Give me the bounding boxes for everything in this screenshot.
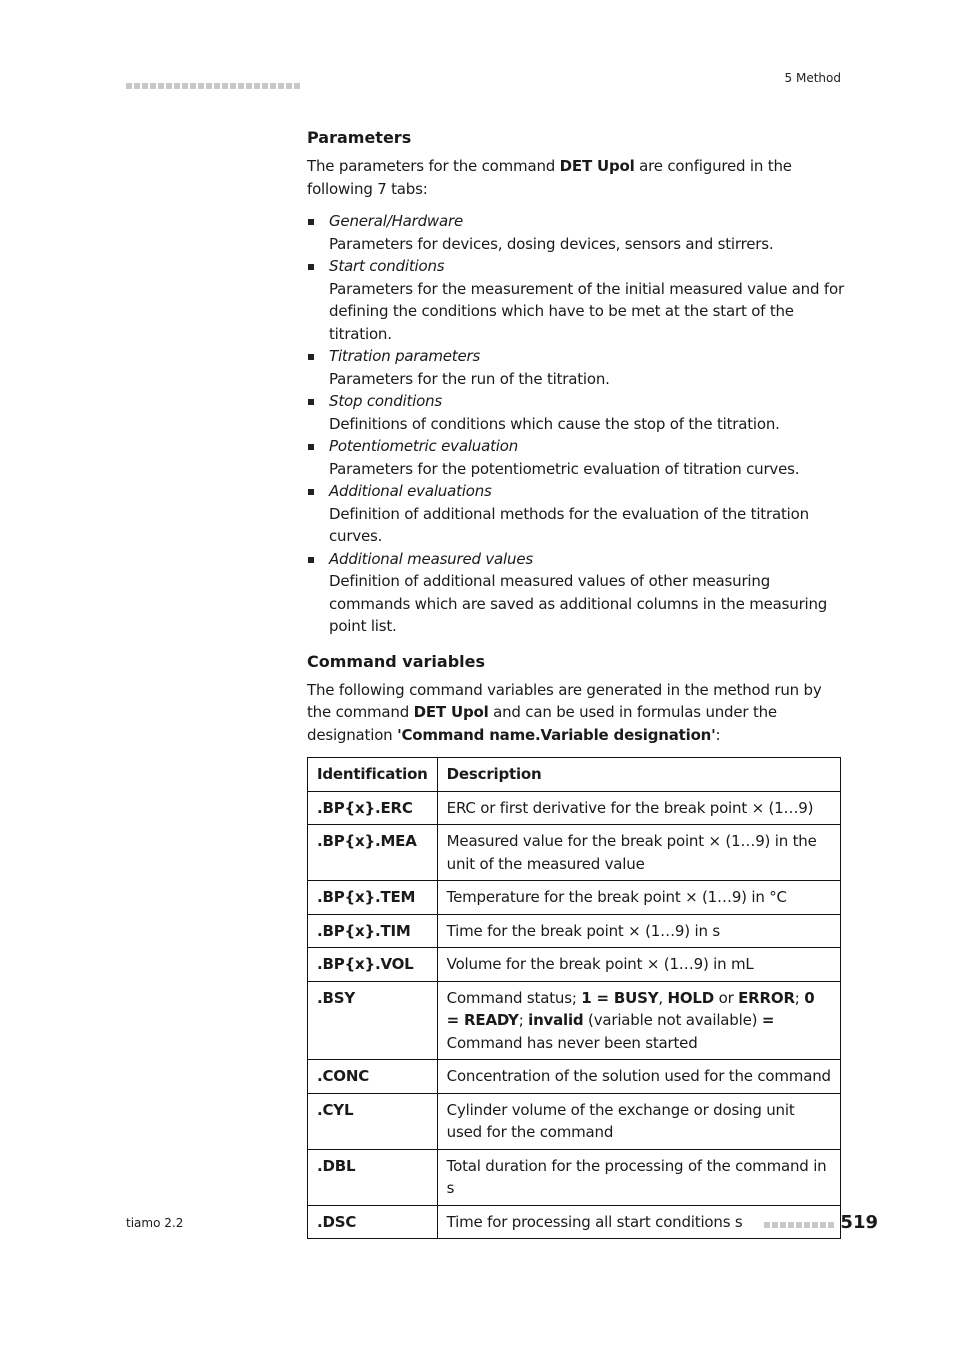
variable-description: Measured value for the break point × (1…9) in the unit of the measured value	[437, 825, 840, 881]
tab-item	[307, 210, 847, 255]
header-section-title: 5 Method	[784, 71, 841, 85]
variable-id: .CYL	[308, 1093, 438, 1149]
designation-format: 'Command name.Variable designation'	[397, 725, 716, 744]
tab-description: Parameters for devices, dosing devices, sensors and stirrers.	[329, 234, 774, 253]
desc-text: ;	[518, 1011, 529, 1029]
table-row	[308, 825, 841, 881]
table-row	[308, 914, 841, 948]
column-header-identification: Identification	[308, 758, 438, 792]
variable-description: Time for the break point × (1…9) in s	[437, 914, 840, 948]
desc-bold: HOLD	[667, 988, 715, 1007]
variable-id: .BP{x}.TEM	[308, 881, 438, 915]
intro-text: are configured in the following 7 tabs:	[307, 157, 792, 198]
table-row	[308, 948, 841, 982]
tab-title: Start conditions	[329, 257, 445, 275]
parameters-intro	[307, 155, 847, 200]
footer-page-indicator	[764, 1212, 878, 1233]
tab-title: Additional evaluations	[329, 482, 492, 500]
variable-id: .DBL	[308, 1149, 438, 1205]
table-header-row	[308, 758, 841, 792]
tab-description: Definition of additional methods for the evaluation of the titration curves.	[329, 504, 809, 545]
desc-text: Command status;	[446, 988, 582, 1007]
desc-bold: ERROR	[738, 988, 795, 1007]
tab-item	[307, 390, 847, 435]
tab-title: Stop conditions	[329, 392, 443, 410]
variable-id: .BP{x}.MEA	[308, 825, 438, 881]
intro-text: :	[715, 725, 721, 744]
variable-description: Cylinder volume of the exchange or dosing unit used for the command	[437, 1093, 840, 1149]
tab-description: Definitions of conditions which cause the stop of the titration.	[329, 414, 780, 433]
table-row	[308, 1060, 841, 1094]
tab-item	[307, 480, 847, 548]
tab-title: Titration parameters	[329, 347, 481, 365]
desc-text: ;	[794, 988, 805, 1007]
tab-description: Parameters for the measurement of the initial measured value and for defining the conditions which have to be met at the start of the titration.	[329, 279, 844, 343]
intro-text: The parameters for the command	[307, 157, 560, 175]
desc-text: ,	[658, 988, 668, 1007]
table-row	[308, 791, 841, 825]
variable-id: .BP{x}.VOL	[308, 948, 438, 982]
command-variables-heading: Command variables	[307, 651, 485, 671]
table-row	[308, 1205, 841, 1239]
table-row	[308, 1149, 841, 1205]
desc-bold: 0 = READY	[446, 988, 815, 1029]
tab-title: Additional measured values	[329, 549, 533, 568]
command-name: DET Upol	[559, 157, 635, 175]
intro-text: The following command variables are generated in the method run by the command	[307, 680, 822, 721]
desc-bold: 1 = BUSY	[581, 988, 659, 1007]
tab-description: Definition of additional measured values of other measuring commands which are saved as additional columns in the measuring point list.	[329, 572, 828, 635]
tab-title: Potentiometric evaluation	[329, 437, 519, 455]
variable-id: .BP{x}.ERC	[308, 791, 438, 825]
desc-text: or	[714, 988, 739, 1007]
tab-title: General/Hardware	[329, 212, 463, 230]
table-row	[308, 981, 841, 1060]
variable-description: Concentration of the solution used for the command	[437, 1060, 840, 1094]
variable-id: .BP{x}.TIM	[308, 914, 438, 948]
parameters-heading: Parameters	[307, 128, 412, 147]
variable-description: Time for processing all start conditions s	[437, 1205, 840, 1239]
tabs-list	[307, 210, 847, 638]
tab-description: Parameters for the run of the titration.	[329, 369, 610, 388]
command-name: DET Upol	[413, 703, 489, 721]
main-content	[307, 128, 847, 1239]
tab-item	[307, 548, 847, 638]
tab-description: Parameters for the potentiometric evaluation of titration curves.	[329, 459, 800, 478]
desc-text: (variable not available)	[583, 1011, 762, 1029]
desc-bold: invalid	[528, 1011, 584, 1029]
variable-description: ERC or first derivative for the break point × (1…9)	[437, 791, 840, 825]
header-dots-decoration	[126, 74, 302, 93]
tab-item	[307, 345, 847, 390]
table-row	[308, 1093, 841, 1149]
variable-description: Total duration for the processing of the command in s	[437, 1149, 840, 1205]
column-header-description: Description	[437, 758, 840, 792]
variable-id: .CONC	[308, 1060, 438, 1094]
tab-item	[307, 255, 847, 345]
variable-description	[437, 981, 840, 1060]
variables-table	[307, 757, 841, 1239]
page-number: 519	[840, 1212, 878, 1233]
desc-text: Command has never been started	[446, 1033, 698, 1052]
footer-dots-decoration	[764, 1213, 836, 1232]
command-variables-intro	[307, 679, 847, 747]
variable-description: Volume for the break point × (1…9) in mL	[437, 948, 840, 982]
tab-item	[307, 435, 847, 480]
footer-product-name: tiamo 2.2	[126, 1216, 184, 1230]
variable-description: Temperature for the break point × (1…9) in °C	[437, 881, 840, 915]
desc-bold: =	[761, 1011, 775, 1029]
variable-id: .BSY	[308, 981, 438, 1060]
intro-text: and can be used in formulas under the designation	[307, 703, 777, 744]
table-row	[308, 881, 841, 915]
variable-id: .DSC	[308, 1205, 438, 1239]
